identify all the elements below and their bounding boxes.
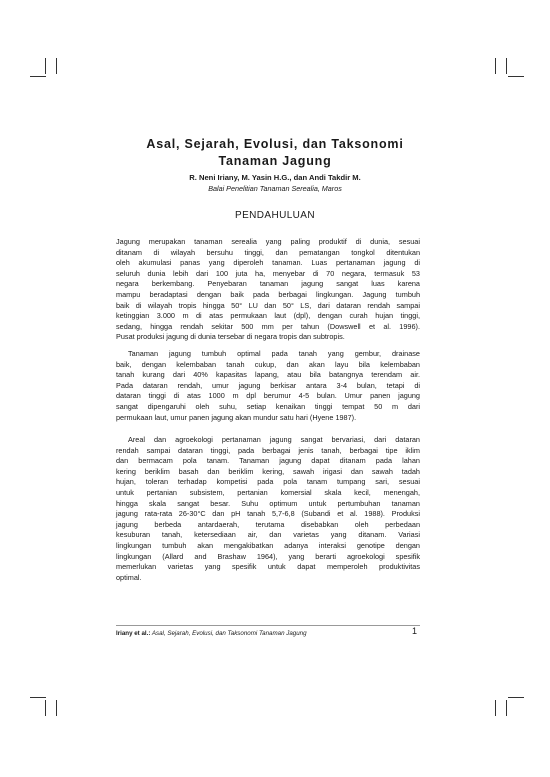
paragraph-2 [116, 349, 420, 423]
affiliation: Balai Penelitian Tanaman Serealia, Maros [208, 184, 342, 193]
text-line: lingkungan (Allard and Brashaw 1964), yang berarti agroekologi spesifik [116, 551, 420, 561]
running-footer [116, 630, 307, 637]
crop-mark [56, 58, 57, 74]
text-line: jagung berbeda antardaerah, terutama disebabkan oleh perbedaan [116, 519, 420, 529]
text-line: Jagung merupakan tanaman serealia yang paling produktif di dunia, sesuai [116, 237, 420, 246]
footer-title: Asal, Sejarah, Evolusi, dan Taksonomi Tanaman Jagung [151, 630, 307, 637]
crop-mark [506, 700, 507, 716]
text-line: hingga skala sangat besar. Suhu optimum untuk pertumbuhan tanaman [116, 498, 420, 508]
text-line: baik, dengan kelembaban tanah cukup, dan akan layu bila kelembaban [116, 359, 420, 369]
crop-mark [508, 697, 524, 698]
text-line: Areal dan agroekologi pertanaman jagung sangat bervariasi, dari dataran [128, 435, 420, 444]
text-line: Tanaman jagung tumbuh optimal pada tanah yang gembur, drainase [128, 349, 420, 358]
text-line: oleh akumulasi panas yang diperoleh tanaman. Luas pertanaman jagung di [116, 258, 420, 268]
text-line: optimal. [116, 572, 142, 582]
text-line: mampu beradaptasi dengan baik pada berbagai lingkungan. Jagung tumbuh [116, 289, 420, 299]
crop-mark [495, 700, 496, 716]
paper-title-line2: Tanaman Jagung [218, 154, 332, 168]
text-line: negara berkembang. Penyebaran tanaman jagung sangat luas karena [116, 279, 420, 289]
text-line: ditanam di wilayah bersuhu tinggi, dan pematangan tongkol ditentukan [116, 247, 420, 257]
text-line: seluruh dunia lebih dari 100 juta ha, menyebar di 70 negara, termasuk 53 [116, 268, 420, 278]
text-line: permukaan laut, umur panen jagung akan mundur satu hari (Hyene 1987). [116, 412, 357, 422]
text-line: dan bermacam pola tanam. Tanaman jagung dapat ditanam pada lahan [116, 456, 420, 466]
text-line: sedang, hingga rendah sekitar 500 mm per tahun (Dowswell et al. 1996). [116, 321, 420, 331]
crop-mark [56, 700, 57, 716]
crop-mark [45, 58, 46, 74]
text-line: Pada dataran rendah, umur jagung berkisar antara 3-4 bulan, tetapi di [116, 380, 420, 390]
text-line: ketinggian 3.000 m di atas permukaan laut (dpl), dengan curah hujan tinggi, [116, 311, 420, 321]
crop-mark [495, 58, 496, 74]
text-line: tanah kurang dari 40% kapasitas lapang, atau bila batangnya terendam air. [116, 370, 420, 380]
text-line: Pusat produksi jagung di dunia tersebar di negara tropis dan subtropis. [116, 332, 345, 342]
text-line: kering beriklim basah dan beriklim kering, sawah irigasi dan sawah tadah [116, 466, 420, 476]
footer-author: Iriany et al.: [116, 630, 151, 637]
text-line: hujan, toleran terhadap kompetisi pada pola tanam tumpang sari, sesuai [116, 477, 420, 487]
text-line: kesuburan tanah, ketersediaan air, dan varietas yang ditanam. Variasi [116, 530, 420, 540]
section-heading: PENDAHULUAN [235, 210, 315, 221]
paragraph-1 [116, 237, 420, 343]
text-line: jagung rata-rata 26-30°C dan pH tanah 5,7-6,8 (Subandi et al. 1988). Produksi [116, 509, 420, 519]
text-line: dataran tinggi di atas 1000 m dpl berumur 4-5 bulan. Umur panen jagung [116, 391, 420, 401]
paper-title-line1: Asal, Sejarah, Evolusi, dan Taksonomi [146, 137, 404, 151]
text-line: memerlukan varietas yang spesifik untuk dapat memperoleh produktivitas [116, 562, 420, 572]
authors: R. Neni Iriany, M. Yasin H.G., dan Andi Takdir M. [189, 173, 361, 182]
text-line: rendah sampai dataran tinggi, pada berbagai jenis tanah, berbagai tipe iklim [116, 445, 420, 455]
text-line: untuk pertanian subsistem, pertanian komersial skala kecil, menengah, [116, 487, 420, 497]
crop-mark [30, 697, 46, 698]
paragraph-3 [116, 435, 420, 583]
crop-mark [508, 76, 524, 77]
text-line: lingkungan tumbuh akan mengakibatkan adanya interaksi genotipe dengan [116, 540, 420, 550]
footer-rule [116, 625, 420, 626]
text-line: baik di wilayah tropis hingga 50° LU dan 50° LS, dari dataran rendah sampai [116, 300, 420, 310]
crop-mark [30, 76, 46, 77]
crop-mark [506, 58, 507, 74]
text-line: sangat dipengaruhi oleh suhu, setiap kenaikan tinggi tempat 50 m dari [116, 401, 420, 411]
crop-mark [45, 700, 46, 716]
page-number: 1 [412, 626, 418, 636]
